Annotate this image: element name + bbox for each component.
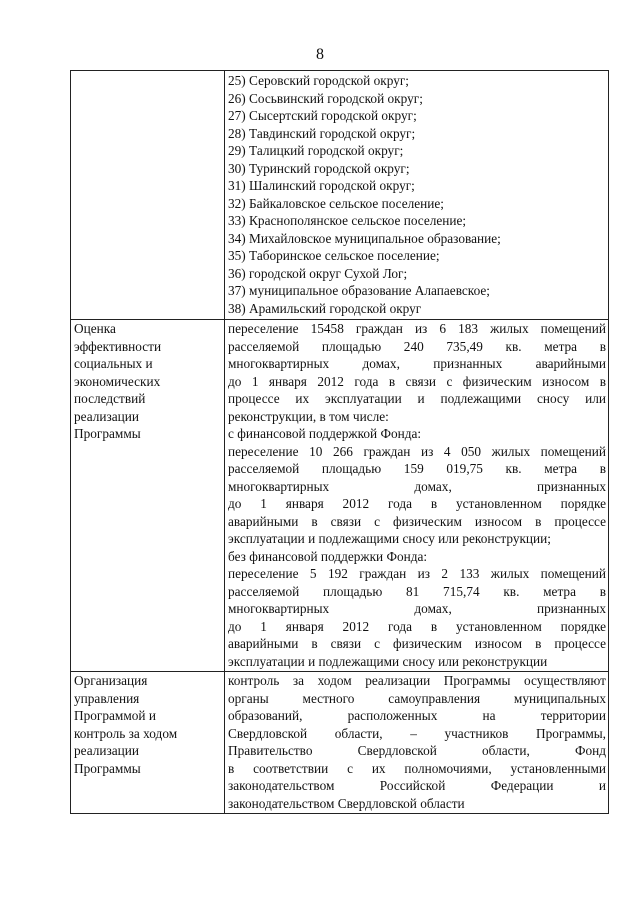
text-line: в соответствии с их полномочиями, установленными [228, 760, 606, 776]
list-item: 35) Таборинское сельское поселение; [228, 248, 440, 263]
list-item: 31) Шалинский городской округ; [228, 178, 415, 193]
list-item: 36) городской округ Сухой Лог; [228, 265, 408, 281]
list-item: 27) Сысертский городской округ; [228, 108, 417, 123]
table-row [71, 672, 609, 814]
list-item: 28) Тавдинский городской округ; [228, 125, 416, 141]
label-line: управления [74, 690, 140, 706]
text-line: аварийными в связи с физическим износом в процессе [228, 513, 606, 529]
text-line: расселяемой площадью 81 715,74 кв. метра в [228, 583, 606, 599]
text-line: реконструкции, в том числе: [228, 408, 389, 424]
list-item: 37) муниципальное образование Алапаевское; [228, 283, 490, 298]
text-line: переселение 15458 граждан из 6 183 жилых помещений [228, 321, 606, 336]
text-line: законодательством Российской Федерации и [228, 778, 606, 793]
list-item: 26) Сосьвинский городской округ; [228, 90, 423, 106]
text-line: процессе их эксплуатации и подлежащими сносу или [228, 391, 606, 406]
text-line: органы местного самоуправления муниципальных [228, 690, 606, 706]
text-line: Свердловской области, – участников Программы, [228, 725, 606, 741]
label-line: Оценка [74, 321, 116, 336]
list-item: 25) Серовский городской округ; [228, 73, 410, 88]
text-line: переселение 5 192 граждан из 2 133 жилых помещений [228, 566, 606, 581]
list-item: 34) Михайловское муниципальное образование; [228, 230, 501, 246]
text-line: расселяемой площадью 159 019,75 кв. метра в [228, 461, 606, 476]
text-line: многоквартирных домах, признанных аварийными [228, 356, 606, 371]
list-item: 33) Краснополянское сельское поселение; [228, 213, 467, 228]
row-label [71, 672, 225, 814]
text-line: Правительство Свердловской области, Фонд [228, 743, 606, 758]
text-line: переселение 10 266 граждан из 4 050 жилых помещений [228, 443, 606, 459]
text-line: многоквартирных домах, признанных [228, 478, 606, 494]
program-passport-table [70, 70, 609, 814]
label-line: экономических [74, 373, 161, 389]
page-number: 8 [316, 46, 324, 63]
label-line: реализации [74, 408, 139, 424]
text-line: эксплуатации и подлежащими сносу или реконструкции [228, 653, 548, 669]
list-item: 29) Талицкий городской округ; [228, 143, 404, 158]
table-row [71, 320, 609, 672]
text-line: законодательством Свердловской области [228, 795, 465, 811]
text-line: до 1 января 2012 года в связи с физическим износом в [228, 373, 606, 389]
row-content [225, 320, 609, 672]
label-line: Программой и [74, 708, 156, 723]
row-content [225, 672, 609, 814]
text-line: образований, расположенных на территории [228, 708, 606, 723]
label-line: реализации [74, 743, 139, 758]
text-line: аварийными в связи с физическим износом в процессе [228, 636, 606, 651]
label-line: Программы [74, 426, 141, 441]
row-label [71, 71, 225, 320]
list-item: 38) Арамильский городской округ [228, 300, 422, 316]
list-item: 30) Туринский городской округ; [228, 160, 410, 176]
row-label [71, 320, 225, 672]
row-content [225, 71, 609, 320]
text-line: расселяемой площадью 240 735,49 кв. метра в [228, 338, 606, 354]
text-line: до 1 января 2012 года в установленном порядке [228, 618, 606, 634]
label-line: Организация [74, 673, 148, 688]
text-line: до 1 января 2012 года в установленном порядке [228, 496, 606, 511]
label-line: эффективности [74, 338, 162, 354]
text-line: многоквартирных домах, признанных [228, 601, 606, 616]
table-row [71, 71, 609, 320]
label-line: социальных и [74, 356, 153, 371]
text-line: эксплуатации и подлежащими сносу или реконструкции; [228, 531, 551, 546]
text-line: без финансовой поддержки Фонда: [228, 548, 428, 564]
label-line: Программы [74, 760, 141, 776]
label-line: контроль за ходом [74, 725, 178, 741]
text-line: контроль за ходом реализации Программы осуществляют [228, 673, 606, 688]
list-item: 32) Байкаловское сельское поселение; [228, 195, 445, 211]
label-line: последствий [74, 391, 146, 406]
text-line: с финансовой поддержкой Фонда: [228, 426, 422, 441]
